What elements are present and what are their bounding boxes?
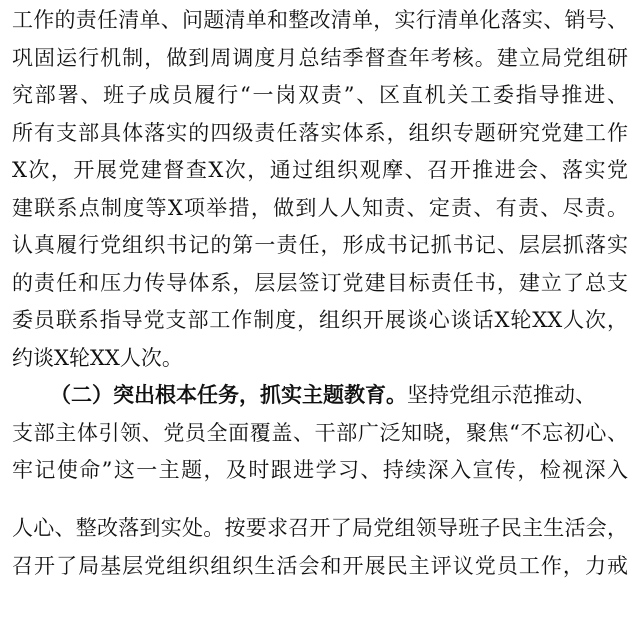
- paragraph-last-line: 约谈X轮XX人次。: [12, 346, 183, 370]
- paragraph-line: 召开了局基层党组织组织生活会和开展民主评议党员工作，力戒: [12, 554, 628, 578]
- paragraph-line: 所有支部具体落实的四级责任落实体系，组织专题研究党建工作: [12, 121, 628, 145]
- paragraph-line: 支部主体引领、党员全面覆盖、干部广泛知晓，聚焦“不忘初心、: [12, 421, 628, 445]
- paragraph-line: 的责任和压力传导体系，层层签订党建目标责任书，建立了总支: [12, 271, 628, 295]
- section-heading-rest: 坚持党组示范推动、: [407, 383, 596, 407]
- paragraph-line: 人心、整改落到实处。按要求召开了局党组领导班子民主生活会，: [12, 516, 628, 540]
- paragraph-line: X次，开展党建督查X次，通过组织观摩、召开推进会、落实党: [12, 158, 628, 182]
- paragraph-line: 工作的责任清单、问题清单和整改清单，实行清单化落实、销号、: [12, 8, 628, 32]
- paragraph-line: 认真履行党组织书记的第一责任，形成书记抓书记、层层抓落实: [12, 233, 628, 257]
- paragraph-line: 巩固运行机制，做到周调度月总结季督查年考核。建立局党组研: [12, 46, 628, 70]
- paragraph-line: 牢记使命”这一主题，及时跟进学习、持续深入宣传，检视深入: [12, 458, 628, 482]
- section-heading: （二）突出根本任务，抓实主题教育。: [50, 382, 407, 407]
- paragraph-line: 建联系点制度等X项举措，做到人人知责、定责、有责、尽责。: [12, 196, 628, 220]
- section-heading-line: [50, 377, 628, 413]
- paragraph-line: 究部署、班子成员履行“一岗双责”、区直机关工委指导推进、: [12, 83, 628, 107]
- paragraph-line: 委员联系指导党支部工作制度，组织开展谈心谈话X轮XX人次，: [12, 308, 628, 332]
